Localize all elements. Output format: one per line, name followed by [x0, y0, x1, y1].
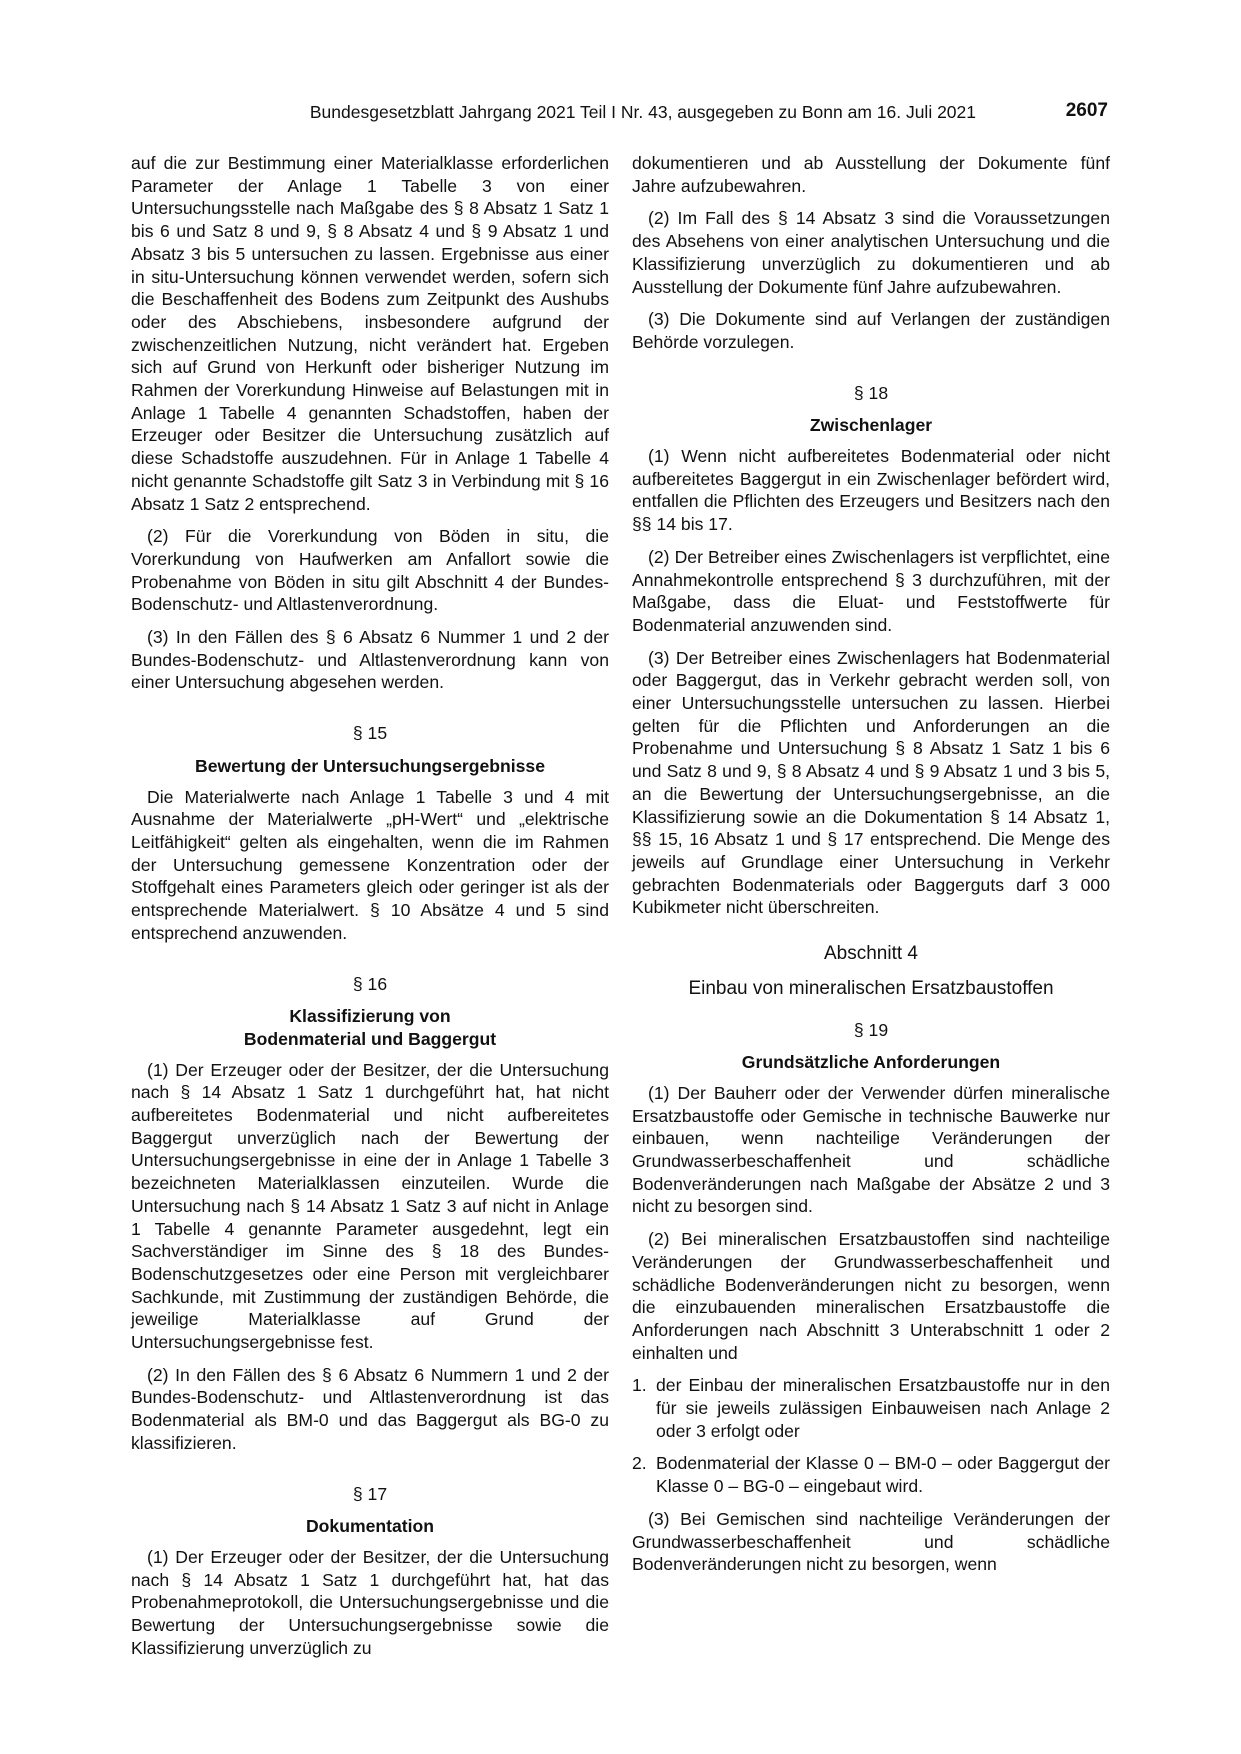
- section-16-title-line-2: Bodenmaterial und Baggergut: [243, 1028, 497, 1049]
- section-18-number: § 18: [853, 382, 889, 403]
- s16-paragraph-2: (2) In den Fällen des § 6 Absatz 6 Nummern 1 und 2 der Bundes-Bodenschutz- und Altlastenverordnung ist das Bodenmaterial als BM-0 und das Baggergut als BG-0 zu klassifizieren.: [131, 1364, 609, 1453]
- list-item-number: 1.: [632, 1375, 647, 1396]
- s18-paragraph-3: (3) Der Betreiber eines Zwischenlagers hat Bodenmaterial oder Baggergut, das in Verkehr gebracht werden soll, von einer Untersuchungsstelle untersuchen zu lassen. Hierbei gelten für die Pflichten und Anforderungen an die Probenahme und Untersuchung § 8 Absatz 1 Satz 1 bis 6 und Satz 8 und 9, § 8 Absatz 4 und § 9 Absatz 1 und 3 bis 5, an die Bewertung der Untersuchungsergebnisse, an die Klassifizierung sowie an die Dokumentation § 14 Absatz 1, §§ 15, 16 Absatz 1 und § 17 entsprechend. Die Menge des jeweils auf Grundlage einer Untersuchung in Verkehr gebrachten Bodenmaterials oder Baggerguts darf 3 000 Kubikmeter nicht überschreiten.: [632, 647, 1110, 918]
- s19-paragraph-1: (1) Der Bauherr oder der Verwender dürfen mineralische Ersatzbaustoffe oder Gemische in technische Bauwerke nur einbauen, wenn nachteilige Veränderungen der Grundwasserbeschaffenheit und schädliche Bodenveränderungen nach Maßgabe der Absätze 2 und 3 nicht zu besorgen sind.: [632, 1082, 1110, 1217]
- publication-title: Bundesgesetzblatt Jahrgang 2021 Teil I Nr. 43, ausgegeben zu Bonn am 16. Juli 2021: [309, 102, 976, 122]
- page-header: [130, 100, 1108, 126]
- s18-paragraph-2: (2) Der Betreiber eines Zwischenlagers ist verpflichtet, eine Annahmekontrolle entsprechend § 3 durchzuführen, mit der Maßgabe, dass die Eluat- und Feststoffwerte für Bodenmaterial anzuwenden sind.: [632, 546, 1110, 635]
- section-19-title: Grundsätzliche Anforderungen: [741, 1052, 1001, 1073]
- section-16-title-line-1: Klassifizierung von: [289, 1006, 451, 1027]
- s18-paragraph-1: (1) Wenn nicht aufbereitetes Bodenmaterial oder nicht aufbereitetes Baggergut in ein Zwischenlager befördert wird, entfallen die Pflichten des Erzeugers und Besitzers nach den §§ 14 bis 17.: [632, 446, 1110, 535]
- s19-paragraph-3: (3) Bei Gemischen sind nachteilige Veränderungen der Grundwasserbeschaffenheit und schädliche Bodenveränderungen nicht zu besorgen, wenn: [632, 1508, 1110, 1575]
- section-17-number: § 17: [352, 1483, 388, 1504]
- section-18-title: Zwischenlager: [809, 415, 933, 436]
- section-17-title: Dokumentation: [305, 1516, 435, 1537]
- s17-paragraph-3: (3) Die Dokumente sind auf Verlangen der zuständigen Behörde vorzulegen.: [632, 309, 1110, 352]
- chapter-heading: Abschnitt 4: [824, 943, 918, 965]
- s14-paragraph-2: (2) Für die Vorerkundung von Böden in situ, die Vorerkundung von Haufwerken am Anfallort sowie die Probenahme von Böden in situ gilt Abschnitt 4 der Bundes-Bodenschutz- und Altlastenverordnung.: [131, 526, 609, 615]
- s14-paragraph-3: (3) In den Fällen des § 6 Absatz 6 Nummer 1 und 2 der Bundes-Bodenschutz- und Altlastenverordnung kann von einer Untersuchung abgesehen werden.: [131, 627, 609, 693]
- page-number: 2607: [1065, 100, 1108, 121]
- s19-paragraph-2: (2) Bei mineralischen Ersatzbaustoffen sind nachteilige Veränderungen der Grundwasserbeschaffenheit und schädliche Bodenveränderungen nicht zu besorgen, wenn die einzubauenden mineralischen Ersatzbaustoffe die Anforderungen nach Abschnitt 3 Unterabschnitt 1 oder 2 einhalten und: [632, 1229, 1110, 1363]
- continued-paragraph: dokumentieren und ab Ausstellung der Dokumente fünf Jahre aufzubewahren.: [632, 153, 1110, 196]
- continued-paragraph: auf die zur Bestimmung einer Materialklasse erforderlichen Parameter der Anlage 1 Tabelle 3 von einer Untersuchungsstelle nach Maßgabe des § 8 Absatz 1 Satz 1 bis 6 und Satz 8 und 9, § 8 Absatz 4 und § 9 Absatz 1 und Absatz 3 bis 5 untersuchen zu lassen. Ergebnisse aus einer in situ-Untersuchung können verwendet werden, sofern sich die Beschaffenheit des Bodens zum Zeitpunkt des Aushubs oder des Abschiebens, insbesondere aufgrund der zwischenzeitlichen Nutzung, nicht verändert hat. Ergeben sich auf Grund von Herkunft oder bisheriger Nutzung im Rahmen der Vorerkundung Hinweise auf Belastungen mit in Anlage 1 Tabelle 4 genannten Schadstoffen, haben der Erzeuger oder Besitzer die Untersuchung zusätzlich auf diese Schadstoffe auszudehnen. Für in Anlage 1 Tabelle 4 nicht genannte Schadstoffe gilt Satz 3 in Verbindung mit § 16 Absatz 1 Satz 2 entsprechend.: [131, 153, 609, 514]
- section-16-number: § 16: [352, 973, 388, 994]
- section-19-number: § 19: [853, 1019, 889, 1040]
- chapter-title: Einbau von mineralischen Ersatzbaustoffen: [688, 977, 1054, 999]
- section-15-title: Bewertung der Untersuchungsergebnisse: [195, 755, 545, 776]
- s16-paragraph-1: (1) Der Erzeuger oder der Besitzer, der die Untersuchung nach § 14 Absatz 1 Satz 1 durchgeführt hat, hat nicht aufbereitetes Bodenmaterial und nicht aufbereitetes Baggergut unverzüglich nach der Bewertung der Untersuchungsergebnisse in eine der in Anlage 1 Tabelle 3 bezeichneten Materialklassen einzuteilen. Wurde die Untersuchung nach § 14 Absatz 1 Satz 3 auf nicht in Anlage 1 Tabelle 4 genannte Parameter ausgedehnt, legt ein Sachverständiger im Sinne des § 18 des Bundes-Bodenschutzgesetzes oder eine Person mit vergleichbarer Sachkunde, mit Zustimmung der zuständigen Behörde, die jeweilige Materialklasse auf Grund der Untersuchungsergebnisse fest.: [131, 1059, 609, 1353]
- s15-paragraph: Die Materialwerte nach Anlage 1 Tabelle 3 und 4 mit Ausnahme der Materialwerte „pH-Wert“ und „elektrische Leitfähigkeit“ gelten als eingehalten, wenn die im Rahmen der Untersuchung gemessene Konzentration oder der Stoffgehalt eines Parameters gleich oder geringer ist als der entsprechende Materialwert. § 10 Absätze 4 und 5 sind entsprechend anzuwenden.: [131, 786, 609, 943]
- right-column: [632, 152, 1110, 1586]
- left-column: [131, 152, 609, 1669]
- list-item: [632, 1374, 1110, 1442]
- list-item-text: Bodenmaterial der Klasse 0 – BM-0 – oder Baggergut der Klasse 0 – BG-0 – eingebaut wird.: [656, 1453, 1110, 1497]
- s17-paragraph-2: (2) Im Fall des § 14 Absatz 3 sind die Voraussetzungen des Absehens von einer analytischen Untersuchung und die Klassifizierung unverzüglich zu dokumentieren und ab Ausstellung der Dokumente fünf Jahre aufzubewahren.: [632, 208, 1110, 297]
- s17-paragraph-1: (1) Der Erzeuger oder der Besitzer, der die Untersuchung nach § 14 Absatz 1 Satz 1 durchgeführt hat, hat das Probenahmeprotokoll, die Untersuchungsergebnisse und die Bewertung der Untersuchungsergebnisse sowie die Klassifizierung unverzüglich zu: [131, 1546, 609, 1658]
- list-item-text: der Einbau der mineralischen Ersatzbaustoffe nur in den für sie jeweils zulässigen Einbauweisen nach Anlage 2 oder 3 erfolgt oder: [656, 1375, 1110, 1441]
- list-item-number: 2.: [632, 1453, 647, 1474]
- section-15-number: § 15: [352, 723, 388, 744]
- list-item: [632, 1452, 1110, 1497]
